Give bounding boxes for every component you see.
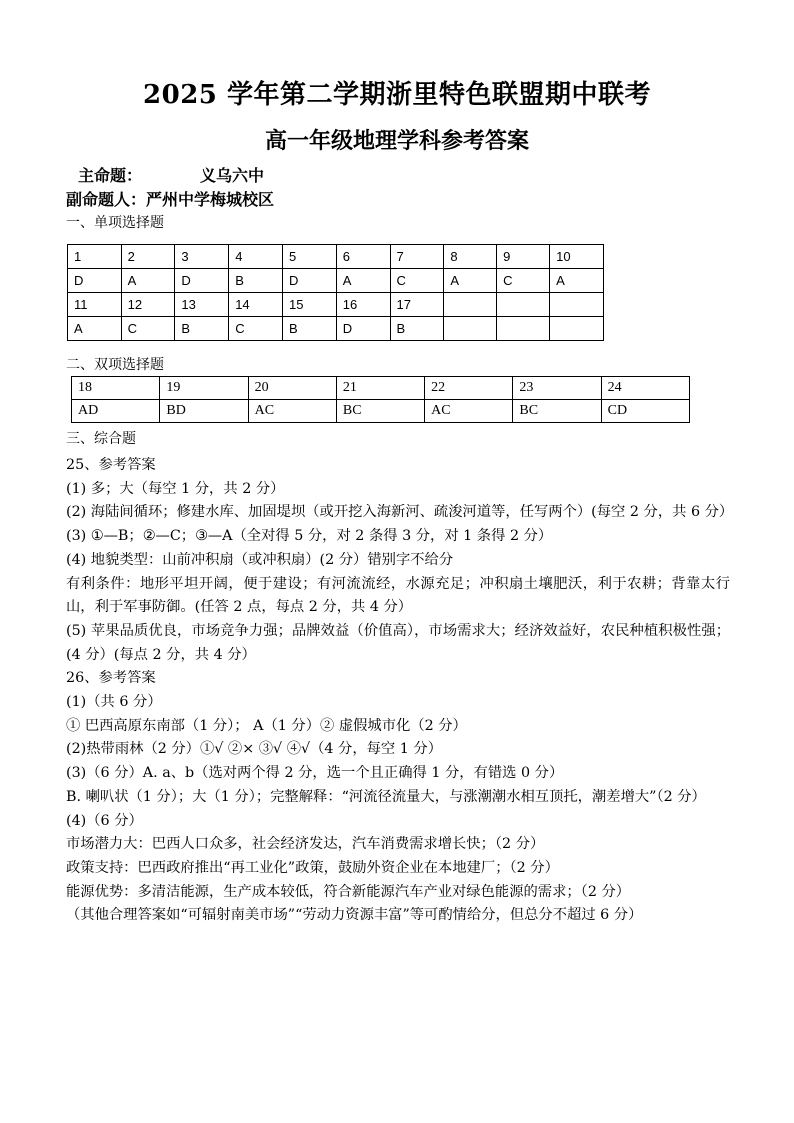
table-cell: A	[121, 269, 175, 293]
table-cell: C	[497, 269, 550, 293]
answer-body	[66, 454, 734, 928]
page-subtitle: 高一年级地理学科参考答案	[264, 128, 529, 154]
author-line	[78, 163, 264, 186]
table-cell: BC	[513, 400, 601, 423]
answer-line: （其他合理答案如“可辐射南美市场”“劳动力资源丰富”等可酌情给分，但总分不超过 6 分）	[66, 907, 643, 924]
table-cell: 2	[121, 245, 175, 269]
answer-line: (3) ①—B；②—C；③—A（全对得 5 分，对 2 条得 3 分，对 1 条得 2 分）	[66, 528, 553, 545]
answer-line: 能源优势：多清洁能源，生产成本较低，符合新能源汽车产业对绿色能源的需求；（2 分）	[66, 883, 631, 900]
author-label: 主命题：	[78, 166, 143, 185]
answer-line: 有利条件：地形平坦开阔，便于建设；有河流流经，水源充足；冲积扇土壤肥沃，利于农耕；背靠太行山，利于军事防御。(任答 2 点，每点 2 分，共 4 分）	[66, 575, 730, 616]
table-cell: CD	[601, 400, 689, 423]
co-author-line: 副命题人：严州中学梅城校区	[66, 190, 275, 209]
table-cell: B	[282, 317, 336, 341]
table-cell	[444, 317, 497, 341]
table-cell	[550, 293, 604, 317]
answer-line: (2)热带雨林（2 分）①√ ②× ③√ ④√（4 分，每空 1 分）	[66, 741, 443, 758]
author-value: 义乌六中	[200, 166, 265, 185]
table-cell: C	[390, 269, 444, 293]
table-cell: C	[229, 317, 283, 341]
table-cell: 12	[121, 293, 175, 317]
table-cell: 11	[68, 293, 122, 317]
table-cell	[444, 293, 497, 317]
table-cell: 7	[390, 245, 444, 269]
table-cell: A	[444, 269, 497, 293]
table-cell: 3	[175, 245, 229, 269]
table-row	[72, 377, 690, 400]
table-cell	[497, 317, 550, 341]
table-cell: 17	[390, 293, 444, 317]
table-cell: BC	[336, 400, 424, 423]
table-cell: AD	[72, 400, 160, 423]
table-cell	[497, 293, 550, 317]
page-title: 2025 学年第二学期浙里特色联盟期中联考	[143, 80, 651, 110]
table-cell: A	[550, 269, 604, 293]
table-cell: 16	[336, 293, 390, 317]
table-row	[68, 317, 604, 341]
table-cell: C	[121, 317, 175, 341]
table-cell: AC	[248, 400, 336, 423]
table-cell: AC	[425, 400, 513, 423]
section-heading-single-choice: 一、单项选择题	[66, 215, 164, 231]
table-cell: BD	[160, 400, 248, 423]
table-row	[68, 245, 604, 269]
table-cell: A	[336, 269, 390, 293]
table-cell: 15	[282, 293, 336, 317]
table-cell: 10	[550, 245, 604, 269]
answer-line: 政策支持：巴西政府推出“再工业化”政策，鼓励外资企业在本地建厂；（2 分）	[66, 859, 559, 876]
table-row	[68, 293, 604, 317]
answer-line: (1) 多；大（每空 1 分，共 2 分）	[66, 480, 285, 497]
table-cell: D	[282, 269, 336, 293]
table-cell: 18	[72, 377, 160, 400]
table-cell: 4	[229, 245, 283, 269]
table-cell: 1	[68, 245, 122, 269]
table-cell: 22	[425, 377, 513, 400]
table-cell: 20	[248, 377, 336, 400]
answer-line: (4) 地貌类型：山前冲积扇（或冲积扇）(2 分）错别字不给分	[66, 551, 454, 568]
table-cell: 19	[160, 377, 248, 400]
table-cell: 8	[444, 245, 497, 269]
table-cell: 13	[175, 293, 229, 317]
section-heading-double-choice: 二、双项选择题	[66, 357, 164, 373]
answer-line: 市场潜力大：巴西人口众多，社会经济发达，汽车消费需求增长快；（2 分）	[66, 836, 545, 853]
table-cell: B	[229, 269, 283, 293]
table-cell: D	[175, 269, 229, 293]
table-cell	[550, 317, 604, 341]
answer-line: (2) 海陆间循环；修建水库、加固堤坝（或开挖入海新河、疏浚河道等，任写两个）(每空 2 分，共 6 分）	[66, 504, 734, 521]
table-cell: 14	[229, 293, 283, 317]
answer-line: (1)（共 6 分）	[66, 694, 162, 711]
table-cell: 9	[497, 245, 550, 269]
table-cell: 24	[601, 377, 689, 400]
answer-line: (4)（6 分）	[66, 812, 143, 829]
section-heading-comprehensive: 三、综合题	[66, 431, 136, 447]
table-cell: A	[68, 317, 122, 341]
answer-line: (5) 苹果品质优良，市场竞争力强；品牌效益（价值高），市场需求大；经济效益好，农民种植积极性强；(4 分）(每点 2 分，共 4 分）	[66, 622, 730, 663]
table-cell: B	[390, 317, 444, 341]
answer-line: B. 喇叭状（1 分）；大（1 分）；完整解释：“河流径流量大，与涨潮潮水相互顶托，潮差增大”（2 分）	[66, 788, 706, 805]
table-cell: 23	[513, 377, 601, 400]
table-cell: B	[175, 317, 229, 341]
table-cell: 6	[336, 245, 390, 269]
answer-line: 25、参考答案	[66, 457, 156, 473]
table-cell: D	[68, 269, 122, 293]
table-row	[68, 269, 604, 293]
answer-line: ① 巴西高原东南部（1 分）； A（1 分）② 虚假城市化（2 分）	[66, 717, 467, 734]
single-choice-answer-table	[67, 244, 604, 341]
table-cell: 21	[336, 377, 424, 400]
table-cell: 5	[282, 245, 336, 269]
table-row	[72, 400, 690, 423]
answer-line: (3)（6 分）A. a、b（选对两个得 2 分，选一个且正确得 1 分，有错选 0 分）	[66, 765, 564, 782]
answer-line: 26、参考答案	[66, 670, 156, 687]
table-cell: D	[336, 317, 390, 341]
double-choice-answer-table	[71, 376, 690, 423]
